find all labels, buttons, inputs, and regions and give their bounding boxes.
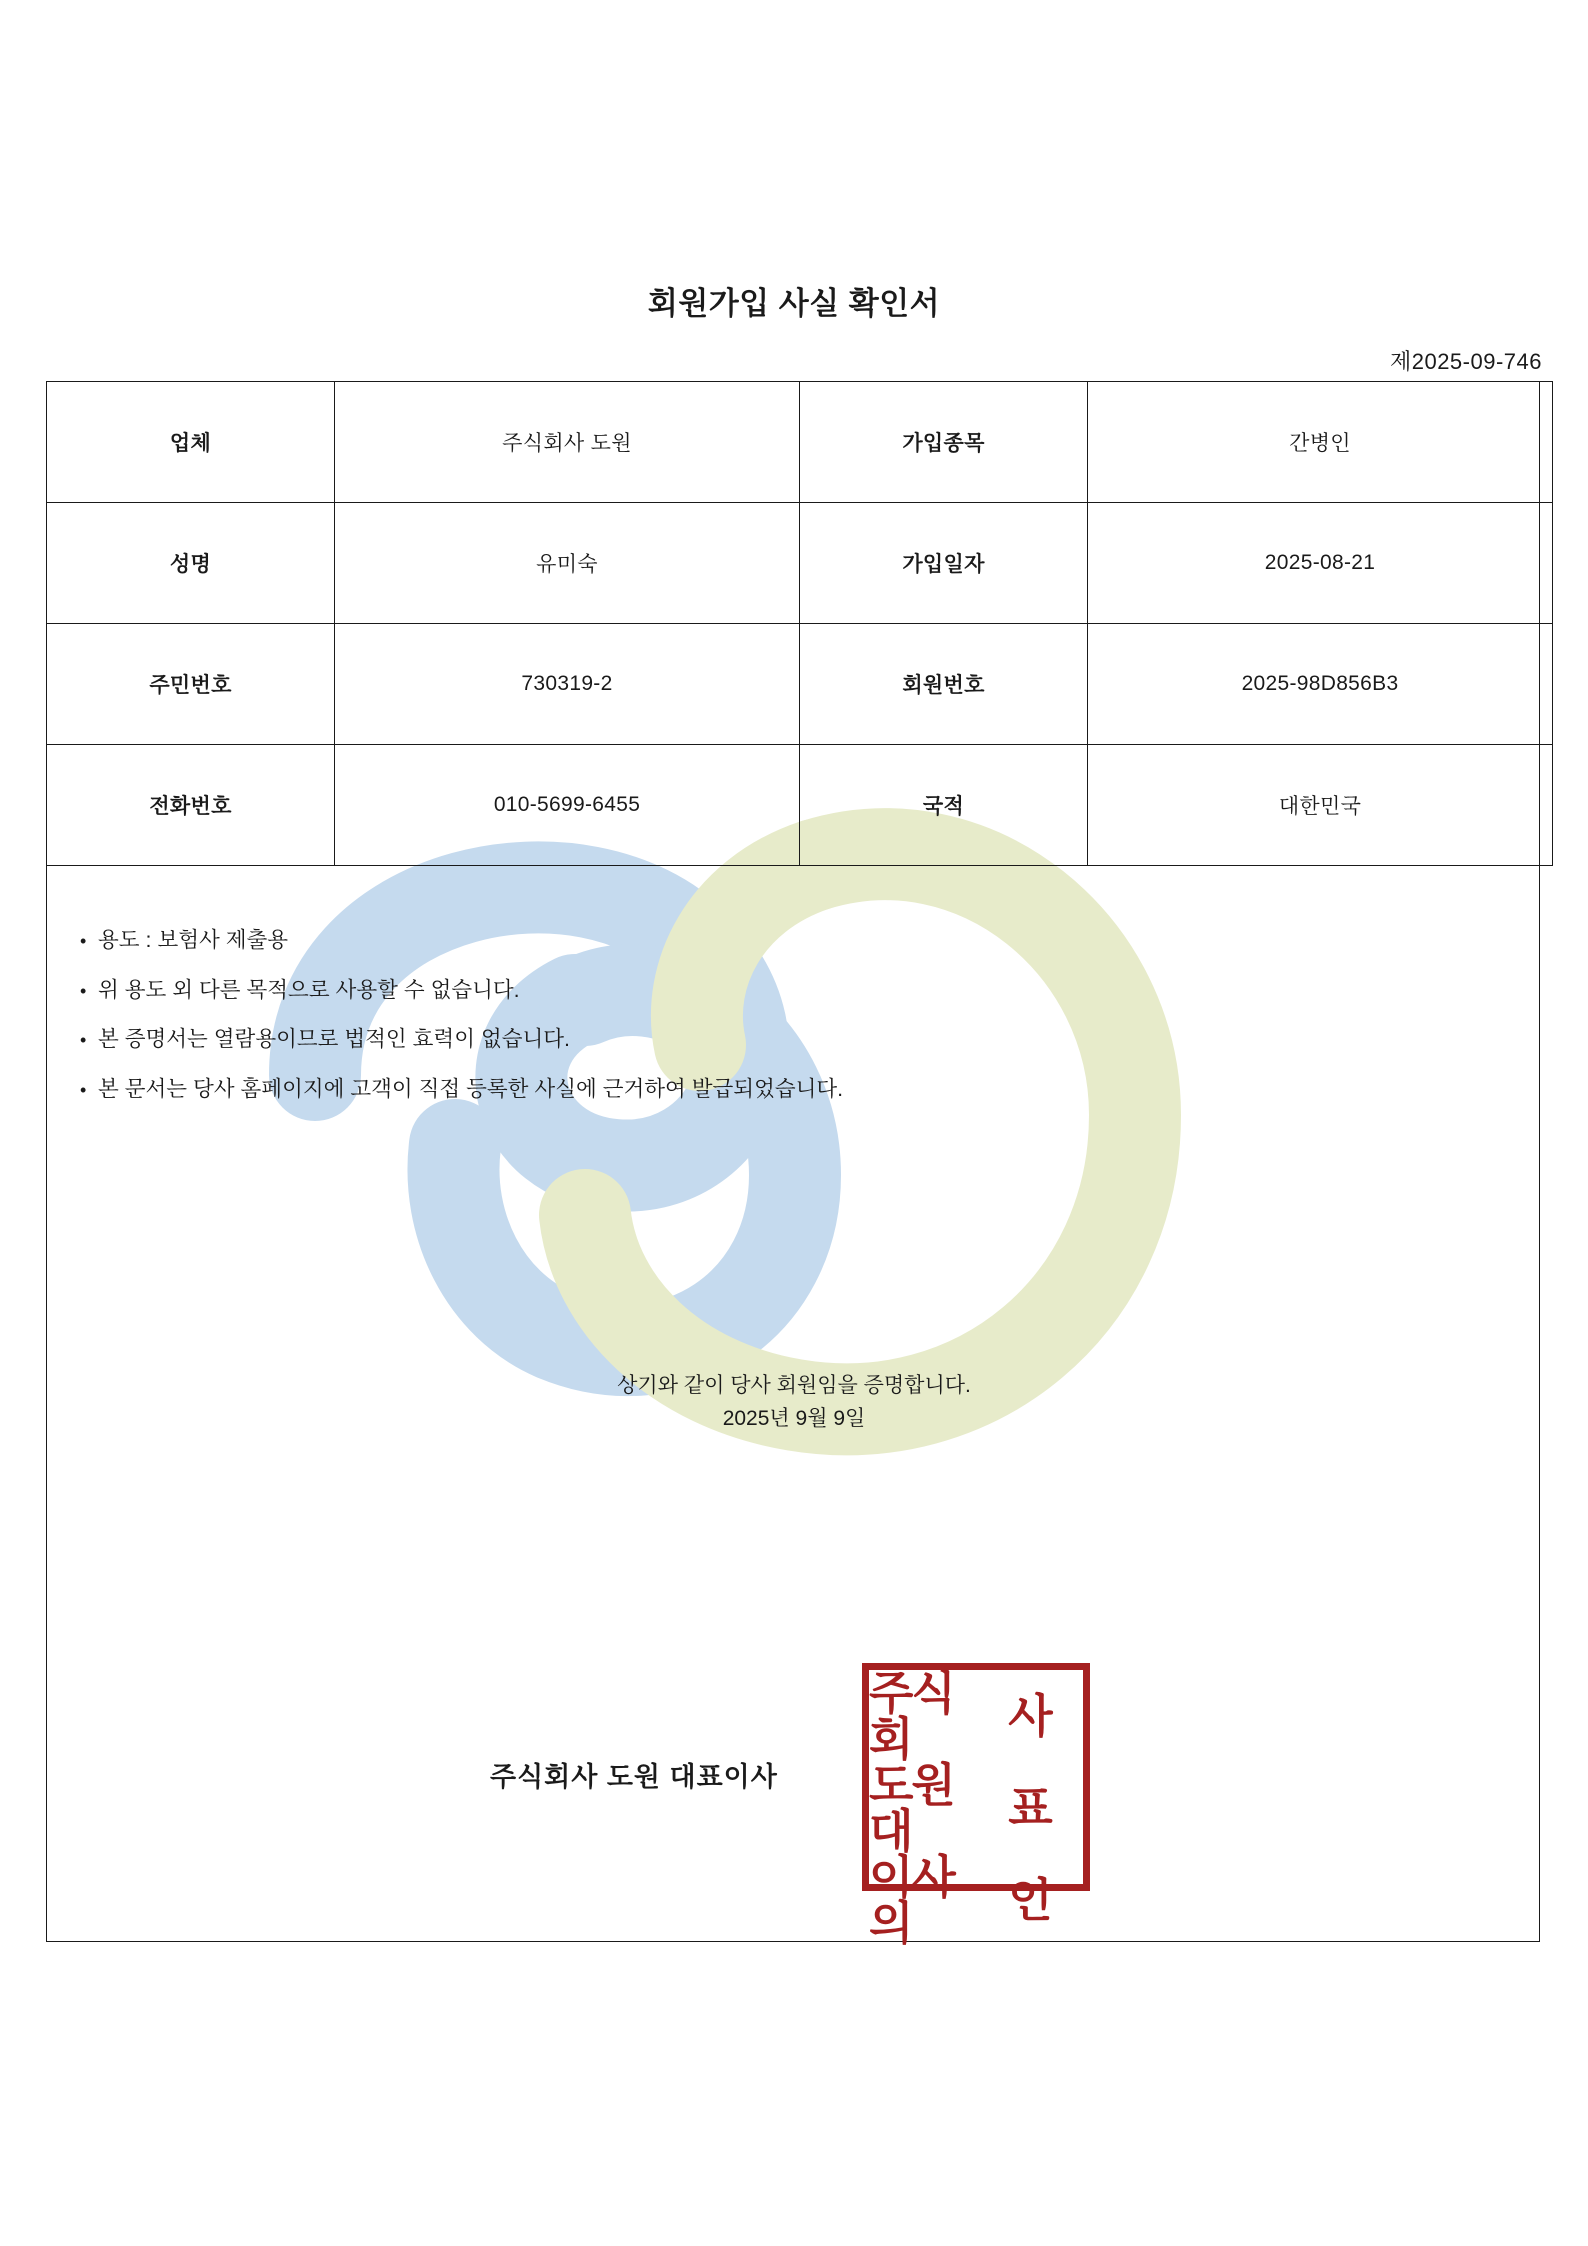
row-value-company: 주식회사 도원 xyxy=(335,382,800,503)
row-label-member-number: 회원번호 xyxy=(800,624,1088,745)
row-label-join-type: 가입종목 xyxy=(800,382,1088,503)
row-value-nationality: 대한민국 xyxy=(1088,745,1553,866)
row-value-join-type: 간병인 xyxy=(1088,382,1553,503)
row-label-company: 업체 xyxy=(47,382,335,503)
seal-char: 인 xyxy=(1008,1873,1051,1927)
seal-char: 도원대 xyxy=(869,1758,954,1858)
row-label-resident-number: 주민번호 xyxy=(47,624,335,745)
table-row xyxy=(47,624,1553,745)
row-value-phone: 010-5699-6455 xyxy=(335,745,800,866)
table-row xyxy=(47,745,1553,866)
bullet-icon: • xyxy=(80,931,87,952)
note-text: 용도 : 보험사 제출용 xyxy=(98,928,289,952)
bullet-icon: • xyxy=(80,1079,87,1100)
bullet-icon: • xyxy=(80,1030,87,1051)
signature-line: 주식회사 도원 대표이사 xyxy=(490,1762,778,1792)
page-title: 회원가입 사실 확인서 xyxy=(647,286,941,321)
table-row xyxy=(47,503,1553,624)
document-number: 제2025-09-746 xyxy=(1389,349,1542,374)
seal-char: 사 xyxy=(1008,1689,1051,1743)
seal-char: 이사의 xyxy=(869,1850,954,1950)
list-item xyxy=(80,977,1180,1002)
row-value-member-number: 2025-98D856B3 xyxy=(1088,624,1553,745)
table-row xyxy=(47,382,1553,503)
row-label-name: 성명 xyxy=(47,503,335,624)
note-text: 본 문서는 당사 홈페이지에 고객이 직접 등록한 사실에 근거하여 발급되었습니다. xyxy=(98,1076,844,1101)
note-text: 위 용도 외 다른 목적으로 사용할 수 없습니다. xyxy=(98,977,520,1002)
list-item xyxy=(80,930,1180,952)
row-label-phone: 전화번호 xyxy=(47,745,335,866)
member-info-table xyxy=(46,381,1553,866)
row-value-join-date: 2025-08-21 xyxy=(1088,503,1553,624)
certification-statement: 상기와 같이 당사 회원임을 증명합니다. xyxy=(617,1374,971,1397)
notes-list xyxy=(80,930,1180,1128)
note-text: 본 증명서는 열람용이므로 법적인 효력이 없습니다. xyxy=(98,1027,570,1051)
seal-char: 표 xyxy=(1008,1781,1051,1835)
certification-block xyxy=(0,1370,1588,1435)
row-label-nationality: 국적 xyxy=(800,745,1088,866)
bullet-icon: • xyxy=(80,980,87,1001)
company-seal-stamp xyxy=(862,1663,1090,1950)
seal-char: 주식회 xyxy=(869,1666,954,1766)
row-label-join-date: 가입일자 xyxy=(800,503,1088,624)
row-value-resident-number: 730319-2 xyxy=(335,624,800,745)
row-value-name: 유미숙 xyxy=(335,503,800,624)
certification-date: 2025년 9월 9일 xyxy=(722,1406,866,1430)
list-item xyxy=(80,1076,1180,1101)
list-item xyxy=(80,1029,1180,1051)
